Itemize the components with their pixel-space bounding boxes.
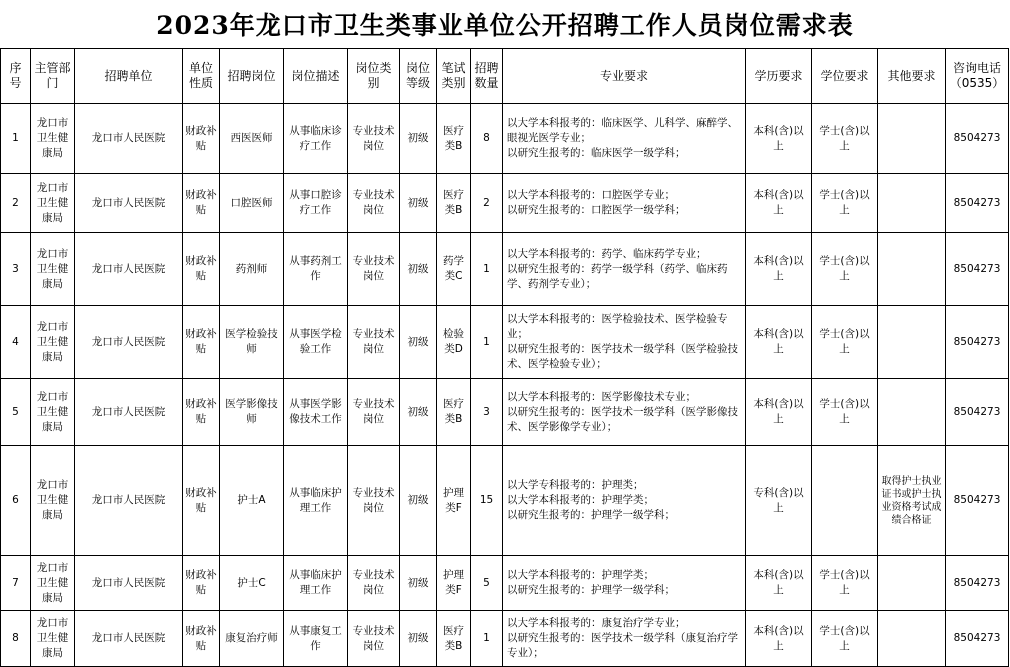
major-line: 以大学本科报考的：医学检验技术、医学检验专业；	[507, 313, 728, 340]
cell-nature: 财政补贴	[183, 446, 220, 556]
cell-level: 初级	[400, 556, 437, 611]
cell-desc: 从事口腔诊疗工作	[284, 174, 348, 233]
cell-no: 1	[1, 104, 31, 174]
cell-exam: 医疗类B	[437, 611, 471, 667]
cell-dept: 龙口市卫生健康局	[31, 174, 75, 233]
table-row	[1, 446, 1009, 556]
cell-category: 专业技术岗位	[348, 233, 400, 306]
cell-unit: 龙口市人民医院	[75, 233, 183, 306]
page-title: 2023年龙口市卫生类事业单位公开招聘工作人员岗位需求表	[156, 11, 854, 40]
cell-edu: 本科(含)以上	[746, 379, 812, 446]
cell-other	[878, 233, 946, 306]
cell-post: 药剂师	[220, 233, 284, 306]
cell-edu: 本科(含)以上	[746, 174, 812, 233]
cell-no: 6	[1, 446, 31, 556]
cell-degree: 学士(含)以上	[812, 379, 878, 446]
cell-count: 2	[471, 174, 503, 233]
cell-exam: 药学类C	[437, 233, 471, 306]
cell-phone: 8504273	[946, 379, 1009, 446]
cell-nature: 财政补贴	[183, 379, 220, 446]
cell-nature: 财政补贴	[183, 104, 220, 174]
cell-category: 专业技术岗位	[348, 446, 400, 556]
cell-exam: 护理类F	[437, 556, 471, 611]
cell-edu: 专科(含)以上	[746, 446, 812, 556]
cell-phone: 8504273	[946, 306, 1009, 379]
cell-level: 初级	[400, 104, 437, 174]
cell-dept: 龙口市卫生健康局	[31, 446, 75, 556]
cell-unit: 龙口市人民医院	[75, 306, 183, 379]
table-row	[1, 174, 1009, 233]
cell-no: 5	[1, 379, 31, 446]
cell-count: 1	[471, 611, 503, 667]
cell-exam: 护理类F	[437, 446, 471, 556]
cell-major	[503, 446, 746, 556]
major-line: 以研究生报考的：医学技术一级学科（康复治疗学专业）；	[507, 632, 738, 659]
header-nature: 单位性质	[183, 49, 220, 104]
major-line: 以大学本科报考的：药学、临床药学专业；	[507, 247, 707, 260]
cell-level: 初级	[400, 174, 437, 233]
header-category: 岗位类别	[348, 49, 400, 104]
cell-exam: 检验类D	[437, 306, 471, 379]
recruitment-table	[0, 48, 1009, 667]
cell-major	[503, 556, 746, 611]
table-row	[1, 611, 1009, 667]
major-line: 以研究生报考的：口腔医学一级学科；	[507, 204, 686, 216]
cell-category: 专业技术岗位	[348, 306, 400, 379]
major-line: 以研究生报考的：药学一级学科（药学、临床药学、药剂学专业）；	[507, 262, 728, 290]
header-degree: 学位要求	[812, 49, 878, 104]
cell-degree: 学士(含)以上	[812, 104, 878, 174]
header-exam: 笔试类别	[437, 49, 471, 104]
cell-post: 护士C	[220, 556, 284, 611]
cell-edu: 本科(含)以上	[746, 233, 812, 306]
cell-level: 初级	[400, 446, 437, 556]
cell-other	[878, 556, 946, 611]
cell-dept: 龙口市卫生健康局	[31, 379, 75, 446]
header-phone: 咨询电话（0535）	[946, 49, 1009, 104]
header-other: 其他要求	[878, 49, 946, 104]
cell-edu: 本科(含)以上	[746, 306, 812, 379]
cell-category: 专业技术岗位	[348, 556, 400, 611]
header-post: 招聘岗位	[220, 49, 284, 104]
cell-major	[503, 174, 746, 233]
header-edu: 学历要求	[746, 49, 812, 104]
cell-dept: 龙口市卫生健康局	[31, 306, 75, 379]
cell-no: 8	[1, 611, 31, 667]
cell-dept: 龙口市卫生健康局	[31, 104, 75, 174]
cell-nature: 财政补贴	[183, 174, 220, 233]
cell-count: 3	[471, 379, 503, 446]
cell-unit: 龙口市人民医院	[75, 379, 183, 446]
cell-desc: 从事临床诊疗工作	[284, 104, 348, 174]
table-row	[1, 306, 1009, 379]
cell-other	[878, 306, 946, 379]
cell-edu: 本科(含)以上	[746, 104, 812, 174]
cell-count: 15	[471, 446, 503, 556]
cell-no: 2	[1, 174, 31, 233]
cell-desc: 从事医学影像技术工作	[284, 379, 348, 446]
cell-major	[503, 233, 746, 306]
cell-degree: 学士(含)以上	[812, 556, 878, 611]
cell-other	[878, 611, 946, 667]
major-line: 以研究生报考的：医学技术一级学科（医学影像技术、医学影像学专业）；	[507, 405, 738, 433]
cell-nature: 财政补贴	[183, 611, 220, 667]
cell-other	[878, 379, 946, 446]
cell-no: 7	[1, 556, 31, 611]
cell-desc: 从事康复工作	[284, 611, 348, 667]
major-line: 以大学本科报考的：康复治疗学专业；	[507, 617, 686, 629]
cell-major	[503, 611, 746, 667]
table-row	[1, 104, 1009, 174]
cell-desc: 从事临床护理工作	[284, 556, 348, 611]
cell-exam: 医疗类B	[437, 174, 471, 233]
cell-major	[503, 379, 746, 446]
cell-other: 取得护士执业证书或护士执业资格考试成绩合格证	[878, 446, 946, 556]
cell-exam: 医疗类B	[437, 379, 471, 446]
cell-level: 初级	[400, 379, 437, 446]
cell-major	[503, 306, 746, 379]
cell-no: 3	[1, 233, 31, 306]
cell-phone: 8504273	[946, 611, 1009, 667]
cell-desc: 从事药剂工作	[284, 233, 348, 306]
cell-degree: 学士(含)以上	[812, 611, 878, 667]
cell-count: 1	[471, 306, 503, 379]
cell-phone: 8504273	[946, 104, 1009, 174]
cell-other	[878, 174, 946, 233]
cell-category: 专业技术岗位	[348, 174, 400, 233]
cell-dept: 龙口市卫生健康局	[31, 556, 75, 611]
cell-post: 医学检验技师	[220, 306, 284, 379]
table-row	[1, 233, 1009, 306]
table-row	[1, 556, 1009, 611]
cell-edu: 本科(含)以上	[746, 611, 812, 667]
cell-level: 初级	[400, 233, 437, 306]
cell-post: 西医医师	[220, 104, 284, 174]
major-line: 以研究生报考的：护理学一级学科；	[507, 584, 675, 596]
cell-degree	[812, 446, 878, 556]
cell-post: 护士A	[220, 446, 284, 556]
cell-post: 康复治疗师	[220, 611, 284, 667]
cell-degree: 学士(含)以上	[812, 233, 878, 306]
cell-level: 初级	[400, 611, 437, 667]
cell-desc: 从事临床护理工作	[284, 446, 348, 556]
cell-unit: 龙口市人民医院	[75, 446, 183, 556]
cell-count: 1	[471, 233, 503, 306]
cell-count: 5	[471, 556, 503, 611]
cell-other	[878, 104, 946, 174]
cell-phone: 8504273	[946, 446, 1009, 556]
header-dept: 主管部门	[31, 49, 75, 104]
header-desc: 岗位描述	[284, 49, 348, 104]
cell-exam: 医疗类B	[437, 104, 471, 174]
major-line: 以研究生报考的：医学技术一级学科（医学检验技术、医学检验专业）；	[507, 343, 738, 370]
cell-no: 4	[1, 306, 31, 379]
major-line: 以大学专科报考的：护理类；	[507, 479, 644, 491]
cell-unit: 龙口市人民医院	[75, 104, 183, 174]
cell-edu: 本科(含)以上	[746, 556, 812, 611]
cell-unit: 龙口市人民医院	[75, 174, 183, 233]
cell-phone: 8504273	[946, 556, 1009, 611]
cell-nature: 财政补贴	[183, 556, 220, 611]
cell-unit: 龙口市人民医院	[75, 611, 183, 667]
cell-category: 专业技术岗位	[348, 611, 400, 667]
major-line: 以大学本科报考的：临床医学、儿科学、麻醉学、眼视光医学专业；	[507, 117, 738, 144]
major-line: 以大学本科报考的：医学影像技术专业；	[507, 390, 696, 403]
major-line: 以研究生报考的：临床医学一级学科；	[507, 147, 686, 159]
cell-category: 专业技术岗位	[348, 379, 400, 446]
cell-post: 医学影像技师	[220, 379, 284, 446]
header-major: 专业要求	[503, 49, 746, 104]
cell-degree: 学士(含)以上	[812, 174, 878, 233]
cell-phone: 8504273	[946, 233, 1009, 306]
major-line: 以大学本科报考的：护理学类；	[507, 569, 654, 581]
header-row	[1, 49, 1009, 104]
cell-degree: 学士(含)以上	[812, 306, 878, 379]
header-level: 岗位等级	[400, 49, 437, 104]
cell-desc: 从事医学检验工作	[284, 306, 348, 379]
header-no: 序号	[1, 49, 31, 104]
cell-nature: 财政补贴	[183, 306, 220, 379]
cell-dept: 龙口市卫生健康局	[31, 233, 75, 306]
cell-post: 口腔医师	[220, 174, 284, 233]
header-unit: 招聘单位	[75, 49, 183, 104]
major-line: 以研究生报考的：护理学一级学科；	[507, 509, 675, 521]
cell-unit: 龙口市人民医院	[75, 556, 183, 611]
header-count: 招聘数量	[471, 49, 503, 104]
major-line: 以大学本科报考的：口腔医学专业；	[507, 189, 675, 201]
cell-phone: 8504273	[946, 174, 1009, 233]
cell-nature: 财政补贴	[183, 233, 220, 306]
cell-category: 专业技术岗位	[348, 104, 400, 174]
cell-count: 8	[471, 104, 503, 174]
cell-dept: 龙口市卫生健康局	[31, 611, 75, 667]
major-line: 以大学本科报考的：护理学类；	[507, 494, 654, 506]
table-row	[1, 379, 1009, 446]
cell-level: 初级	[400, 306, 437, 379]
cell-major	[503, 104, 746, 174]
